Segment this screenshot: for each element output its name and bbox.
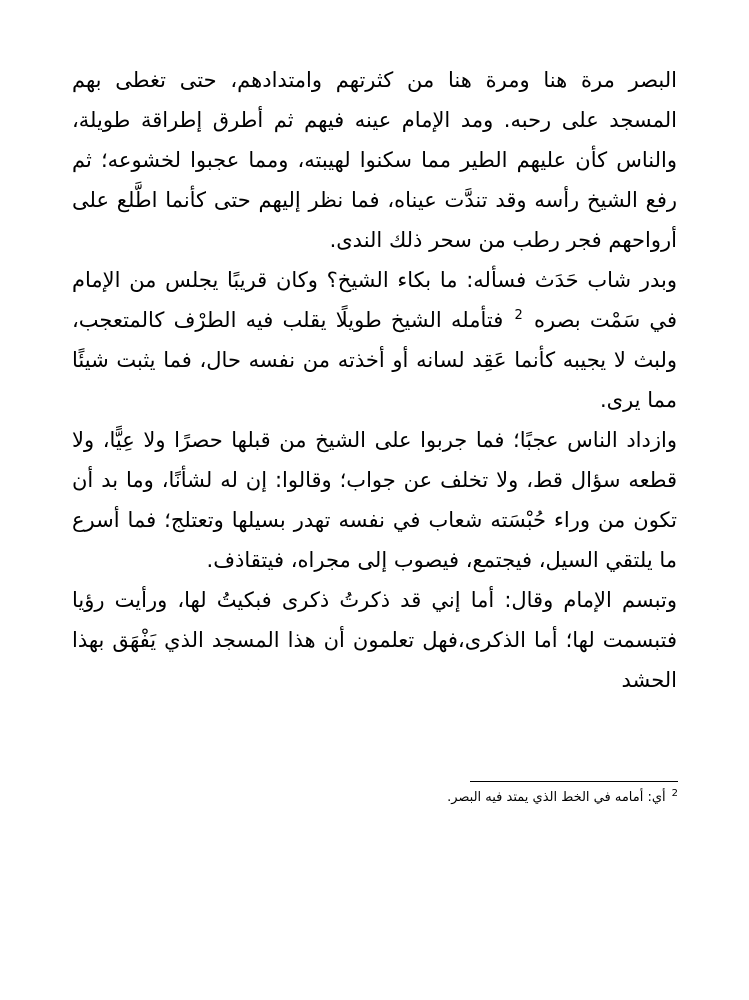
main-text [72, 60, 677, 700]
footnote-divider [470, 781, 678, 782]
footnote [200, 788, 678, 808]
paragraph-2 [72, 260, 677, 420]
footnote-number: 2 [671, 787, 678, 799]
footnote-text: أي: أمامه في الخط الذي يمتد فيه البصر. [447, 790, 666, 805]
paragraph-2-text-before: وبدر شاب حَدَث فسأله: ما بكاء الشيخ؟ وكان قريبًا يجلس من الإمام في سَمْت بصره [72, 268, 677, 332]
paragraph-4: وتبسم الإمام وقال: أما إني قد ذكرتُ ذكرى فبكيتُ لها، ورأيت رؤيا فتبسمت لها؛ أما الذكرى،فهل تعلمون أن هذا المسجد الذي يَفْهَق بهذا الحشد [72, 588, 677, 692]
footnote-reference: 2 [514, 308, 523, 323]
paragraph-1: البصر مرة هنا ومرة هنا من كثرتهم وامتدادهم، حتى تغطى بهم المسجد على رحبه. ومد الإمام عينه فيهم ثم أطرق إطراقة طويلة، والناس كأن عليهم الطير مما سكنوا لهيبته، ومما عجبوا لخشوعه؛ ثم رفع الشيخ رأسه وقد تندَّت عيناه، فما نظر إليهم حتى كأنما اطَّلع على أرواحهم فجر رطب من سحر ذلك الندى. [72, 68, 677, 252]
paragraph-2-text-after: فتأمله الشيخ طويلًا يقلب فيه الطرْف كالمتعجب، ولبث لا يجيبه كأنما عَقِد لسانه أو أخذته من نفسه حال، فما يثبت شيئًا مما يرى. [72, 308, 677, 412]
paragraph-3: وازداد الناس عجبًا؛ فما جربوا على الشيخ من قبلها حصرًا ولا عِيًّا، ولا قطعه سؤال قط، ولا تخلف عن جواب؛ وقالوا: إن له لشأنًا، وما بد أن تكون من وراء حُبْسَته شعاب في نفسه تهدر بسيلها وتعتلج؛ فما أسرع ما يلتقي السيل، فيجتمع، فيصوب إلى مجراه، فيتقاذف. [72, 428, 677, 572]
